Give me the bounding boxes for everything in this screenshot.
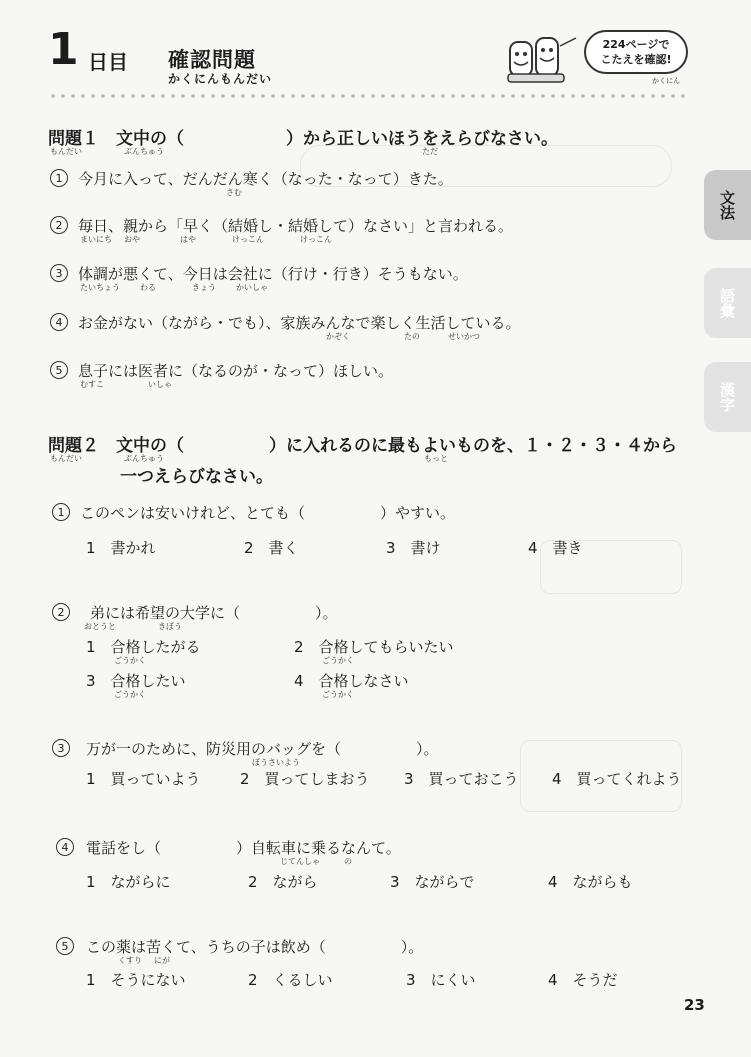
ruby: ぶんちゅう [124, 147, 164, 156]
question-text: このペンは安いけれど、とても（ ）やすい。 [80, 504, 456, 522]
tab-vocabulary[interactable] [704, 268, 751, 338]
ruby: の [344, 857, 352, 866]
answer-option[interactable]: 2 合格してもらいたい [294, 638, 454, 656]
page-number: 23 [684, 996, 705, 1014]
ruby: きょう [192, 283, 216, 292]
ruby: ぶんちゅう [124, 454, 164, 463]
question-number: 5 [56, 937, 74, 955]
answer-option[interactable]: 1 書かれ [86, 539, 156, 557]
ruby: ぼうさいよう [252, 758, 300, 767]
answer-option[interactable]: 2 ながら [248, 873, 318, 891]
ruby: ただ [422, 147, 438, 156]
question-number: 3 [52, 739, 70, 757]
answer-page-bubble [584, 30, 688, 74]
page-title-ruby: かくにんもんだい [168, 72, 273, 86]
ruby: いしゃ [148, 380, 172, 389]
ruby: きぼう [158, 622, 182, 631]
question-text: 電話をし（ ）自転車に乗るなんて。 [86, 839, 401, 857]
answer-option[interactable]: 3 書け [386, 539, 441, 557]
day-number: 1 [48, 24, 79, 75]
mascot-illustration-icon [506, 28, 580, 86]
question-text: 息子には医者に（なるのが・なって）ほしい。 [78, 362, 394, 380]
ruby: けっこん [232, 235, 264, 244]
section-1-heading: 問題１ 文中の（ ）から正しいほうをえらびなさい。 [48, 129, 558, 149]
answer-option[interactable]: 3 にくい [406, 971, 476, 989]
ruby: おとうと [84, 622, 116, 631]
dotted-divider [48, 92, 688, 100]
answer-option[interactable]: 1 合格したがる [86, 638, 201, 656]
question-text: 毎日、親から「早く（結婚し・結婚して）なさい」と言われる。 [78, 217, 514, 235]
answer-option[interactable]: 3 合格したい [86, 672, 186, 690]
section-2-heading-line-2: 一つえらびなさい。 [120, 467, 273, 487]
answer-option[interactable]: 4 合格しなさい [294, 672, 409, 690]
tab-grammar-label: 文法 [718, 190, 736, 220]
ruby: ごうかく [114, 656, 146, 665]
bubble-line-2: こたえを確認! [600, 53, 672, 66]
section-2-heading: 問題２ 文中の（ ）に入れるのに最もよいものを、１・２・３・４から [48, 436, 677, 456]
question-text: この薬は苦くて、うちの子は飲め（ ）。 [86, 938, 424, 956]
ruby: はや [180, 235, 196, 244]
ruby: たの [404, 332, 420, 341]
ruby: むすこ [80, 380, 104, 389]
tab-grammar[interactable] [704, 170, 751, 240]
question-text: 体調が悪くて、今日は会社に（行け・行き）そうもない。 [78, 265, 468, 283]
answer-option[interactable]: 4 書き [528, 539, 583, 557]
question-text: 弟には希望の大学に（ ）。 [90, 604, 338, 622]
answer-option[interactable]: 2 書く [244, 539, 299, 557]
day-label: 日目 [88, 50, 128, 74]
ruby: さむ [226, 188, 242, 197]
tab-kanji-label: 漢字 [718, 382, 736, 412]
ruby: せいかつ [448, 332, 480, 341]
ruby: ごうかく [322, 690, 354, 699]
ruby: かぞく [326, 332, 350, 341]
question-number: 4 [50, 313, 68, 331]
ruby: くすり [118, 956, 142, 965]
question-number: 2 [50, 216, 68, 234]
ruby: たいちょう [80, 283, 120, 292]
answer-option[interactable]: 2 くるしい [248, 971, 333, 989]
answer-option[interactable]: 1 買っていよう [86, 770, 201, 788]
answer-option[interactable]: 4 ながらも [548, 873, 633, 891]
answer-option[interactable]: 4 買ってくれよう [552, 770, 682, 788]
tab-kanji[interactable] [704, 362, 751, 432]
answer-option[interactable]: 2 買ってしまおう [240, 770, 370, 788]
question-number: 4 [56, 838, 74, 856]
question-number: 3 [50, 264, 68, 282]
answer-option[interactable]: 1 そうにない [86, 971, 186, 989]
ruby: もっと [424, 454, 448, 463]
ruby: もんだい [50, 454, 82, 463]
question-text: 今月に入って、だんだん寒く（なった・なって）きた。 [78, 170, 453, 188]
page-title: 確認問題 [168, 48, 256, 72]
ruby: ごうかく [322, 656, 354, 665]
answer-option[interactable]: 1 ながらに [86, 873, 171, 891]
answer-option[interactable]: 3 買っておこう [404, 770, 519, 788]
tab-vocabulary-label: 語彙 [718, 288, 736, 318]
question-number: 1 [50, 169, 68, 187]
bubble-ruby: かくにん [652, 77, 680, 85]
ruby: まいにち [80, 235, 112, 244]
ruby: けっこん [300, 235, 332, 244]
ruby: ごうかく [114, 690, 146, 699]
ruby: おや [124, 235, 140, 244]
question-number: 5 [50, 361, 68, 379]
ruby: わる [140, 283, 156, 292]
ruby: かいしゃ [236, 283, 268, 292]
question-text: お金がない（ながら・でも）、家族みんなで楽しく生活している。 [78, 314, 521, 332]
ruby: じてんしゃ [280, 857, 320, 866]
question-number: 2 [52, 603, 70, 621]
bubble-line-1: 224ページで [602, 38, 670, 51]
ruby: にが [154, 956, 170, 965]
answer-option[interactable]: 3 ながらで [390, 873, 475, 891]
ruby: もんだい [50, 147, 82, 156]
question-text: 万が一のために、防災用のバッグを（ ）。 [86, 740, 439, 758]
question-number: 1 [52, 503, 70, 521]
answer-option[interactable]: 4 そうだ [548, 971, 618, 989]
